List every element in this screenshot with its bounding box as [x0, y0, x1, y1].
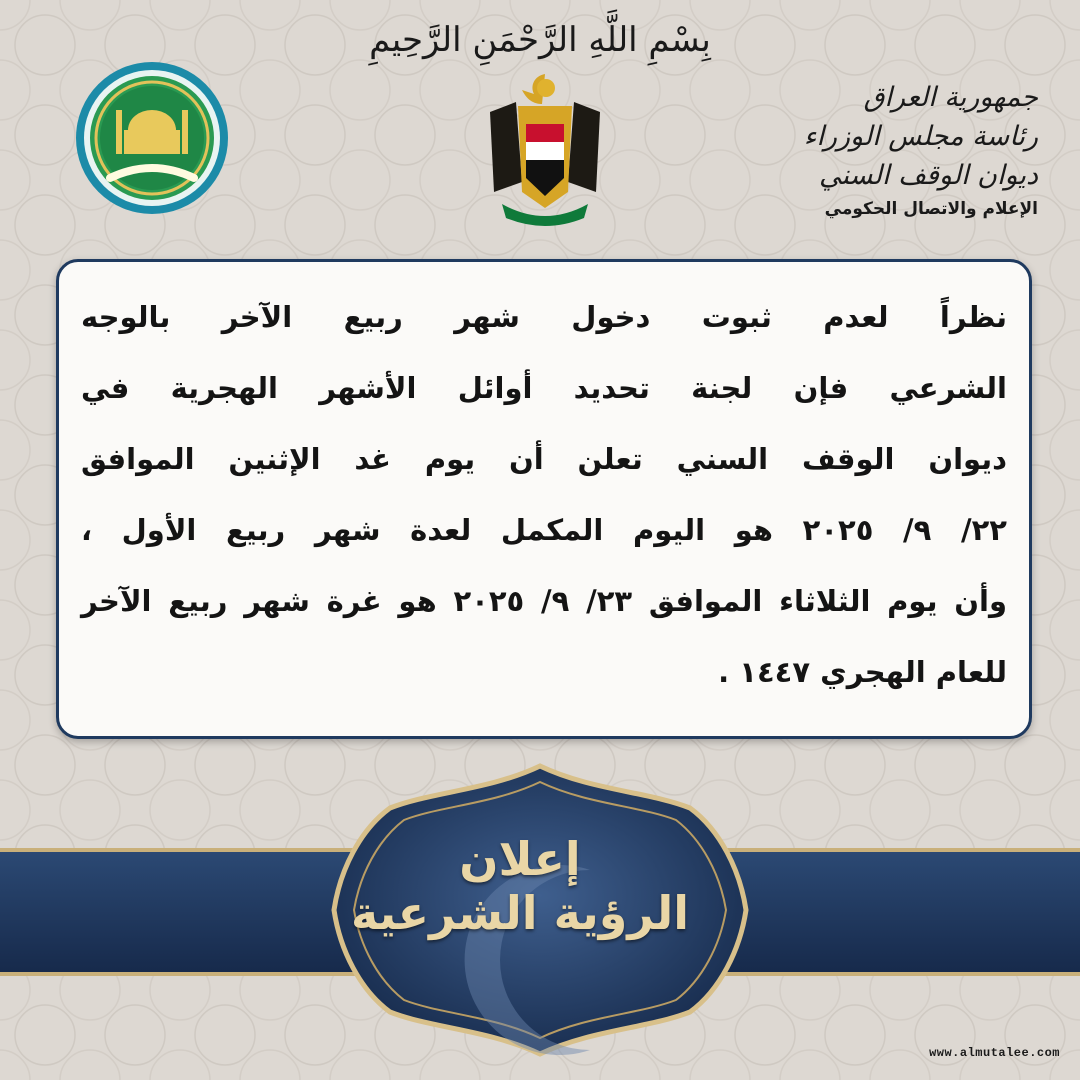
announcement-line: نظراً لعدم ثبوت دخول شهر ربيع الآخر بالوجه — [81, 300, 1007, 334]
website-url: www.almutalee.com — [929, 1046, 1060, 1060]
media-department: الإعلام والاتصال الحكومي — [824, 199, 1038, 219]
government-header — [778, 78, 1038, 219]
sunni-endowment-logo — [74, 60, 230, 216]
announcement-line: ديوان الوقف السني تعلن أن يوم غد الإثنين الموافق — [81, 442, 1007, 476]
iraq-eagle-emblem — [482, 72, 608, 232]
announcement-line: وأن يوم الثلاثاء الموافق ٢٣/ ٩/ ٢٠٢٥ هو غرة شهر ربيع الآخر — [81, 584, 1007, 618]
banner-title — [320, 832, 720, 940]
gov-line-cabinet: رئاسة مجلس الوزراء — [803, 121, 1038, 152]
announcement-text — [81, 282, 1007, 708]
announcement-box — [56, 259, 1032, 739]
banner-title-line1: إعلان — [459, 832, 581, 886]
basmala-calligraphy: بِسْمِ اللَّهِ الرَّحْمَنِ الرَّحِيمِ — [369, 20, 711, 60]
announcement-line: ٢٢/ ٩/ ٢٠٢٥ هو اليوم المكمل لعدة شهر ربيع الأول ، — [81, 513, 1007, 547]
gov-line-endowment: ديوان الوقف السني — [819, 160, 1038, 191]
gov-line-republic: جمهورية العراق — [863, 82, 1038, 113]
banner-title-line2: الرؤية الشرعية — [351, 886, 689, 940]
announcement-line: الشرعي فإن لجنة تحديد أوائل الأشهر الهجرية في — [81, 371, 1007, 405]
announcement-line: للعام الهجري ١٤٤٧ . — [718, 655, 1007, 689]
